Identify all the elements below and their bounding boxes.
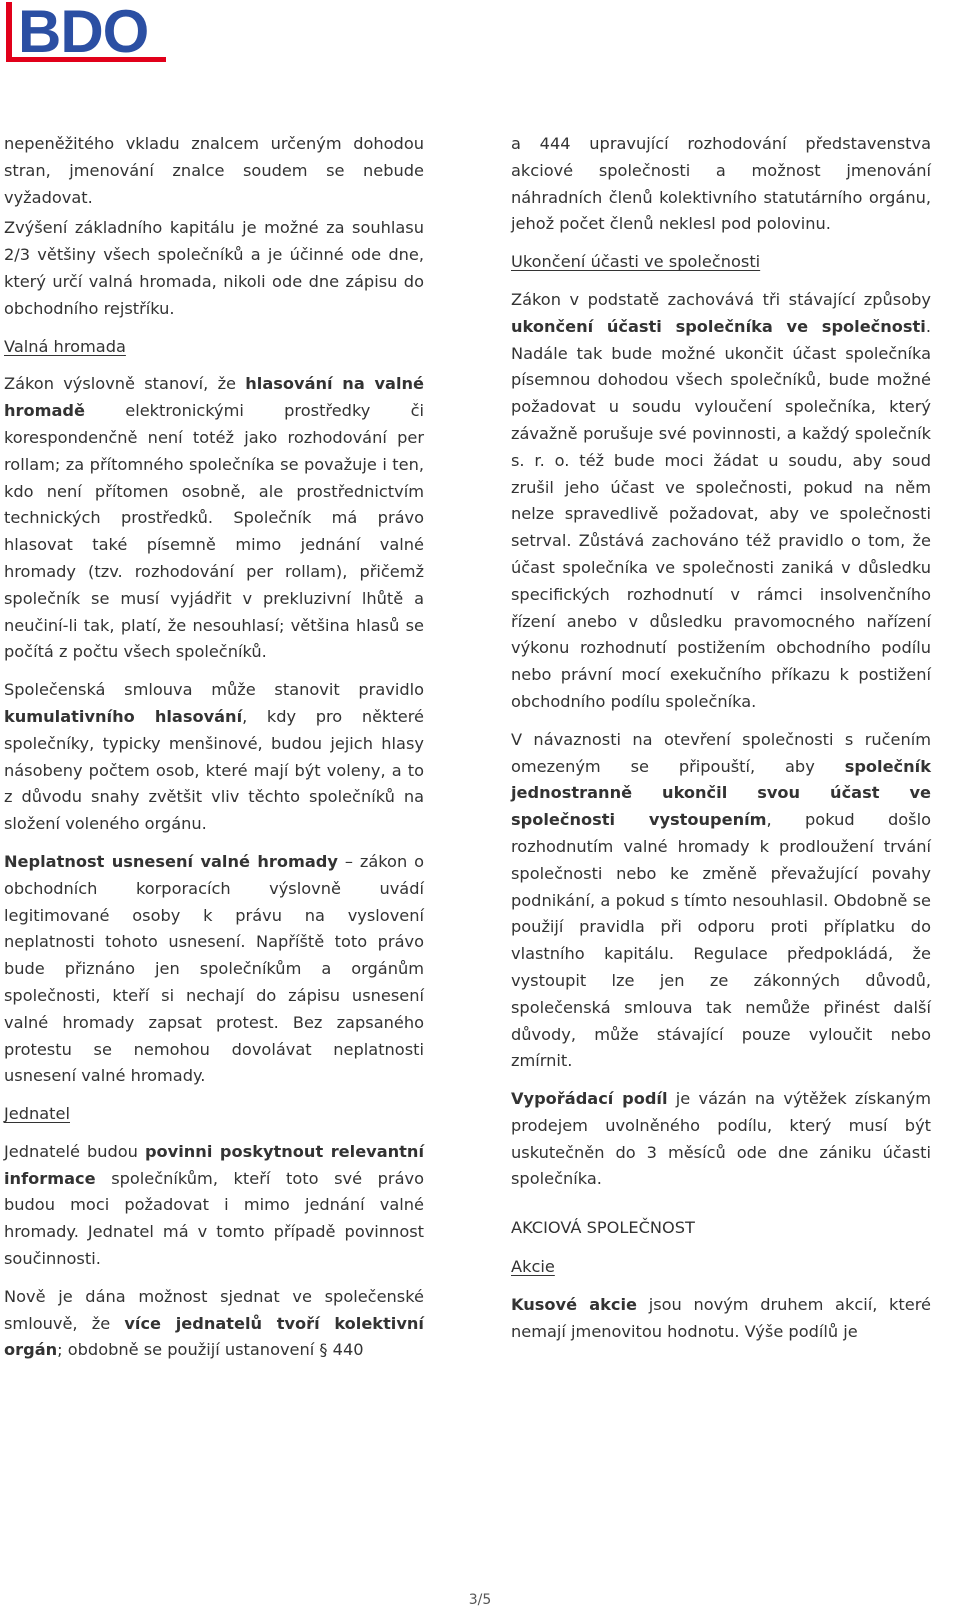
emphasis: Vypořádací podíl: [511, 1089, 668, 1109]
section-heading-jednatel: Jednatel: [4, 1104, 70, 1124]
paragraph: Zákon výslovně stanoví, že hlasování na valné hromadě elektronickými prostředky či korespondenčně není totéž jako rozhodování per rollam; za přítomného společníka se považuje i ten, kdo není přítomen osobně, ale prostřednictvím technických prostředků. Společník má právo hlasovat také písemně mimo jednání valné hromady (tzv. rozhodování per rollam), přičemž společník se musí vyjádřit v prekluzivní lhůtě a neučiní-li tak, platí, že nesouhlasí; většina hlasů se počítá z počtu všech společníků.: [4, 374, 424, 662]
section-heading-akcie: Akcie: [511, 1257, 555, 1277]
logo-red-bar: [6, 2, 12, 62]
paragraph: Nově je dána možnost sjednat ve společenské smlouvě, že více jednatelů tvoří kolektivní orgán; obdobně se použijí ustanovení § 440: [4, 1286, 424, 1360]
emphasis: více jednatelů tvoří kolektivní orgán: [4, 1313, 424, 1360]
paragraph: Jednatelé budou povinni poskytnout relevantní informace společníkům, kteří toto své právo budou moci požadovat i mimo jednání valné hromady. Jednatel má v tomto případě povinnost součinnosti.: [4, 1141, 424, 1269]
left-column: [4, 131, 424, 1375]
paragraph: nepeněžitého vkladu znalcem určeným dohodou stran, jmenování znalce soudem se nebude vyžadovat.: [4, 134, 424, 207]
emphasis: kumulativního hlasování: [4, 706, 243, 726]
paragraph: Neplatnost usnesení valné hromady – zákon o obchodních korporacích výslovně uvádí legitimované osoby k právu na vyslovení neplatnosti tohoto usnesení. Napříště toto právo bude přiznáno jen společníkům a orgánům společnosti, kteří si nechají do zápisu usnesení valné hromady zapsat protest. Bez zapsaného protestu se nemohou dovolávat neplatnosti usnesení valné hromady.: [4, 851, 424, 1086]
emphasis: ukončení účasti společníka ve společnosti: [511, 316, 926, 336]
emphasis: Kusové akcie: [511, 1294, 638, 1314]
paragraph: Společenská smlouva může stanovit pravidlo kumulativního hlasování, kdy pro některé společníky, typicky menšinové, budou jejich hlasy násobeny počtem osob, které mají být voleny, a to z důvodu snahy zvětšit vliv těchto společníků na složení voleného orgánu.: [4, 680, 424, 834]
section-heading-ukonceni-ucasti: Ukončení účasti ve společnosti: [511, 252, 761, 272]
paragraph: V návaznosti na otevření společnosti s ručením omezeným se připouští, aby společník jednostranně ukončil svou účast ve společnosti vystoupením, pokud došlo rozhodnutím valné hromady k prodloužení trvání společnosti nebo ke změně převažující povahy podnikání, a pokud s tímto nesouhlasil. Obdobně se použijí pravidla při odporu proti příplatku do vlastního kapitálu. Regulace předpokládá, že vystoupit lze jen ze zákonných důvodů, společenská smlouva tak nemůže přinést další důvody, může stávající pouze vyloučit nebo zmírnit.: [511, 729, 931, 1071]
logo-text: BDO: [18, 2, 149, 64]
emphasis: hlasování na valné hromadě: [4, 374, 424, 421]
page-number: 3/5: [468, 1592, 492, 1608]
paragraph: Zákon v podstatě zachovává tři stávající způsoby ukončení účasti společníka ve společnosti. Nadále tak bude možné ukončit účast společníka písemnou dohodou všech společníků, bude možné požadovat u soudu vyloučení společníka, který závažně porušuje své povinnosti, a každý společník s. r. o. též bude moci žádat u soudu, aby soud zrušil jeho účast ve společnosti, pokud na něm nelze spravedlivě požadovat, aby ve společnosti setrval. Zůstává zachováno též pravidlo o tom, že účast společníka ve společnosti zaniká v důsledku specifických rozhodnutí v rámci insolvenčního řízení anebo v důsledku pravomocného nařízení výkonu rozhodnutí postižením obchodního podílu nebo právní mocí exekučního příkazu k postižení obchodního podílu společníka.: [511, 289, 931, 711]
emphasis: povinni poskytnout relevantní informace: [4, 1141, 424, 1188]
paragraph: Vypořádací podíl je vázán na výtěžek získaným prodejem uvolněného podílu, který musí být uskutečněn do 3 měsíců ode dne zániku účasti společníka.: [511, 1089, 931, 1189]
bdo-logo: [6, 2, 170, 64]
right-column: [511, 131, 931, 1356]
emphasis: společník jednostranně ukončil svou účast ve společnosti vystoupením: [511, 756, 931, 830]
section-heading-valna-hromada: Valná hromada: [4, 336, 126, 356]
paragraph: Zvýšení základního kapitálu je možné za souhlasu 2/3 většiny všech společníků a je účinné ode dne, který určí valná hromada, nikoli ode dne zápisu do obchodního rejstříku.: [4, 218, 424, 318]
paragraph: Kusové akcie jsou novým druhem akcií, které nemají jmenovitou hodnotu. Výše podílů je: [511, 1294, 931, 1341]
emphasis: Neplatnost usnesení valné hromady: [4, 851, 338, 871]
paragraph: a 444 upravující rozhodování představenstva akciové společnosti a možnost jmenování náhradních členů kolektivního statutárního orgánu, jehož počet členů neklesl pod polovinu.: [511, 134, 931, 234]
chapter-heading-akciova-spolecnost: AKCIOVÁ SPOLEČNOST: [511, 1218, 695, 1238]
